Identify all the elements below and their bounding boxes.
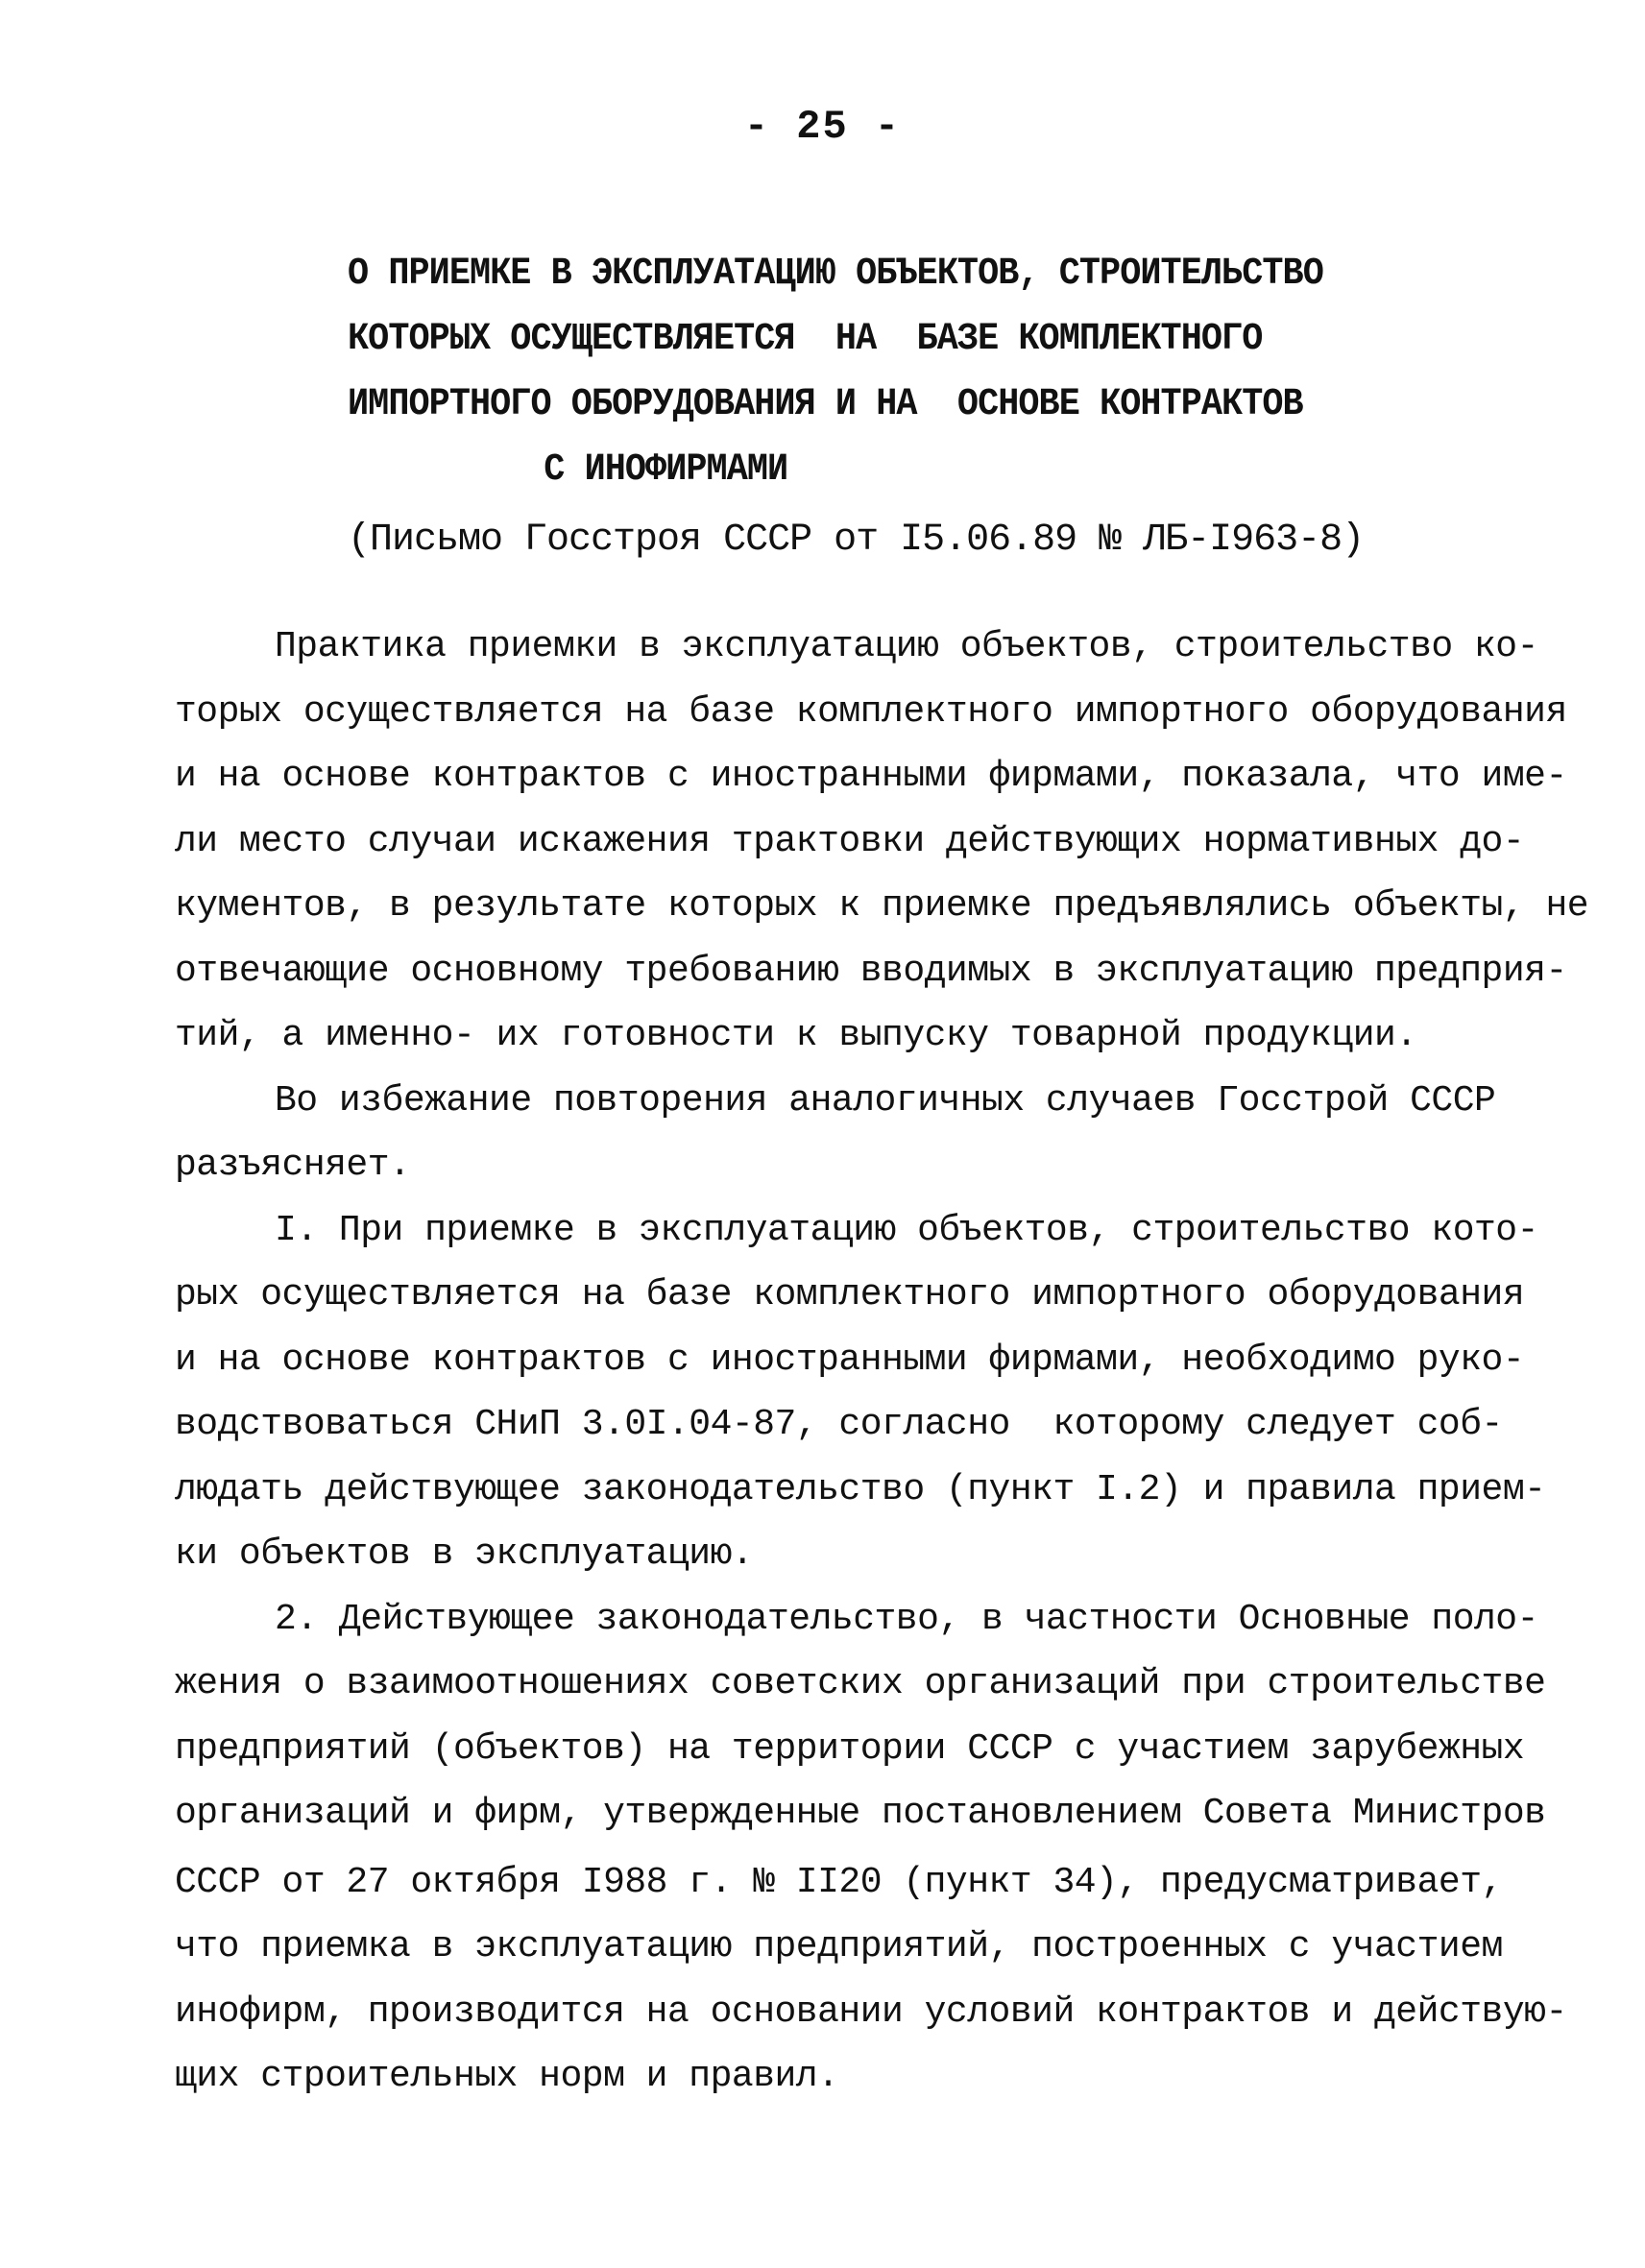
title-line: О ПРИЕМКЕ В ЭКСПЛУАТАЦИЮ ОБЪЕКТОВ, СТРОИТЕЛЬСТВО <box>348 253 1323 296</box>
paragraph-line: организаций и фирм, утвержденные постановлением Совета Министров <box>175 1793 1546 1834</box>
paragraph-line: предприятий (объектов) на территории СССР с участием зарубежных <box>175 1727 1525 1770</box>
title-line: С ИНОФИРМАМИ <box>544 448 788 492</box>
paragraph-line: ки объектов в эксплуатацию. <box>175 1533 754 1575</box>
title-line: ИМПОРТНОГО ОБОРУДОВАНИЯ И НА ОСНОВЕ КОНТРАКТОВ <box>348 383 1303 426</box>
paragraph-line: кументов, в результате которых к приемке предъявлялись объекты, не <box>175 885 1589 927</box>
paragraph-line: ли место случаи искажения трактовки действующих нормативных до- <box>175 820 1525 862</box>
document-title <box>348 242 1404 503</box>
paragraph-line: и на основе контрактов с иностранными фирмами, показала, что име- <box>175 756 1567 797</box>
paragraph-line: водствоваться СНиП 3.0I.04-87, согласно которому следует соб- <box>175 1404 1503 1445</box>
paragraph-line: щих строительных норм и правил. <box>175 2056 839 2097</box>
paragraph-line: торых осуществляется на базе комплектного импортного оборудования <box>175 690 1567 733</box>
paragraph-line: людать действующее законодательство (пункт I.2) и правила прием- <box>175 1468 1546 1510</box>
paragraph-line: СССР от 27 октября I988 г. № II20 (пункт 34), предусматривает, <box>175 1861 1503 1903</box>
paragraph-line: отвечающие основному требованию вводимых в эксплуатацию предприя- <box>175 950 1567 992</box>
paragraph-line: Практика приемки в эксплуатацию объектов, строительство ко- <box>275 626 1538 667</box>
title-line: КОТОРЫХ ОСУЩЕСТВЛЯЕТСЯ НА БАЗЕ КОМПЛЕКТНОГО <box>348 318 1263 361</box>
paragraph-line: тий, а именно- их готовности к выпуску товарной продукции. <box>175 1015 1417 1056</box>
body-text <box>175 615 1589 2110</box>
paragraph-line: инофирм, производится на основании условий контрактов и действую- <box>175 1991 1567 2033</box>
paragraph-line: что приемка в эксплуатацию предприятий, построенных с участием <box>175 1926 1503 1967</box>
page-number: - 25 - <box>743 104 902 150</box>
paragraph-line: жения о взаимоотношениях советских организаций при строительстве <box>175 1663 1546 1704</box>
paragraph-line: I. При приемке в эксплуатацию объектов, строительство кото- <box>275 1209 1538 1251</box>
paragraph-line: рых осуществляется на базе комплектного импортного оборудования <box>175 1274 1525 1315</box>
letter-reference: (Письмо Госстроя СССР от I5.06.89 № ЛБ-I963-8) <box>348 519 1365 562</box>
paragraph-line: и на основе контрактов с иностранными фирмами, необходимо руко- <box>175 1339 1525 1381</box>
paragraph-line: Во избежание повторения аналогичных случаев Госстрой СССР <box>275 1079 1496 1122</box>
paragraph-line: разъясняет. <box>175 1145 411 1186</box>
paragraph-line: 2. Действующее законодательство, в частности Основные поло- <box>275 1598 1538 1640</box>
